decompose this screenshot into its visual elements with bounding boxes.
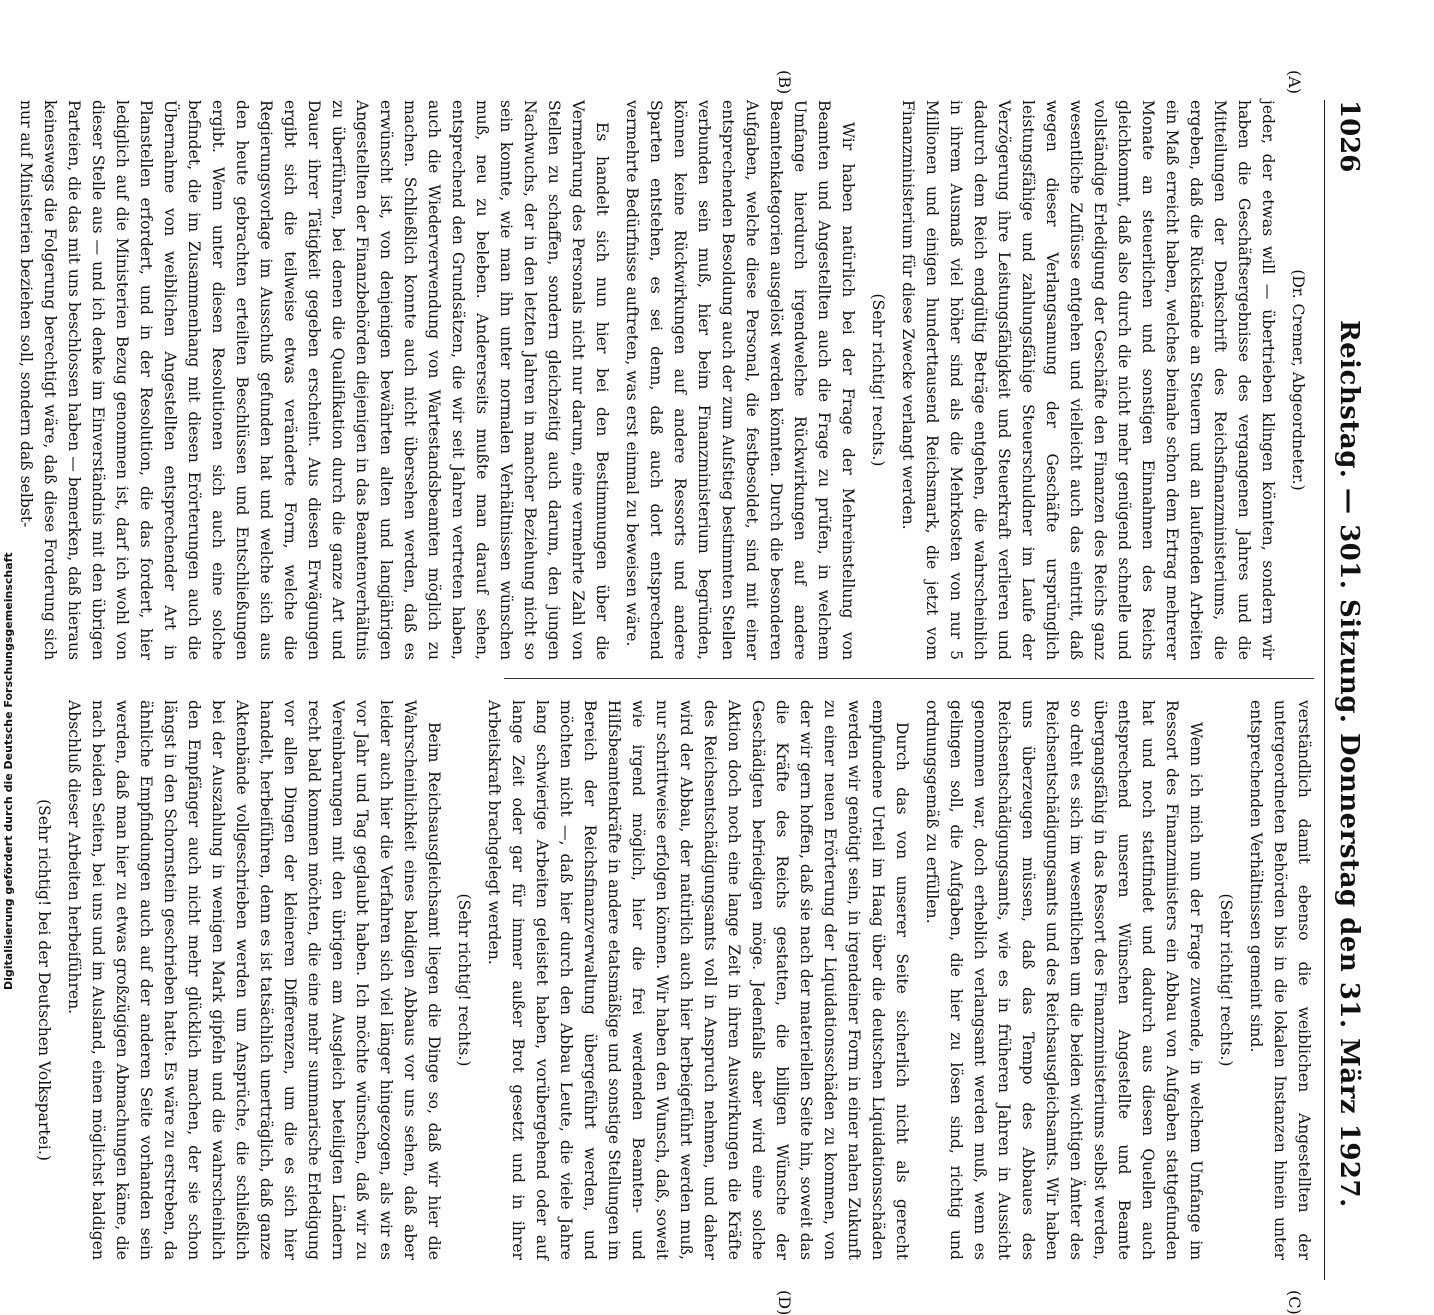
margin-marker-b: (B)	[775, 70, 794, 95]
column-divider	[504, 678, 1314, 679]
header-rule	[1324, 100, 1325, 1280]
applause-note: (Sehr richtig! rechts.)	[1217, 893, 1235, 1067]
digitization-credit: Digitalisierung gefördert durch die Deutsche Forschungsgemeinschaft	[2, 552, 15, 990]
paragraph: Durch das von unserer Seite sicherlich nicht als gerecht empfundene Urteil im Haag über die deutschen Liquidationsschäden werden wir genötigt sein, in irgendeiner Form in einer nahen Zukunft zu einer neuen Erörterung der Liquidationsschäden zu kommen, von der wir gern hoffen, daß sie nach der materiellen Seite hin, soweit das die Kräfte des Reichs gestatten, die billigen Wünsche der Geschädigten befriedigen möge. Jedenfalls aber wird eine solche Aktion doch noch eine lange Zeit in ihren Auswirkungen die Kräfte des Reichsentschädigungsamts voll in Anspruch nehmen, und daher wird der Abbau, der natürlich auch hier herbeigeführt werden muß, nur schrittweise erfolgen können. Wir haben den Wunsch, daß, soweit wie irgend möglich, hier die frei werdenden Beamten- und Hilfsbeamtenkräfte in andere etatsmäßige und sonstige Stellungen im Bereich der Reichsfinanzverwaltung übergeführt werden, und möchten nicht —, daß hier durch den Abbau Leute, die viele Jahre lang schwierige Arbeiten geleistet haben, vorübergehend oder auf lange Zeit oder gar für immer außer Brot gesetzt und in ihrer Arbeitskraft brachgelegt werden.	[485, 700, 911, 1260]
applause-note: (Sehr richtig! rechts.)	[455, 893, 473, 1067]
margin-marker-c: (C)	[1285, 1290, 1304, 1315]
paragraph: Wenn ich mich nun der Frage zuwende, in welchem Umfange im Ressort des Finanzministers ein Abbau von Aufgaben stattgefunden hat und noch stattfindet und dadurch aus diesen Quellen auch entsprechend unseren Wünschen Angestellte und Beamte übergangsfähig in das Ressort des Finanzministeriums selbst werden, so dreht es sich im wesentlichen um die beiden wichtigen Ämter des Reichsentschädigungsamts und des Reichsausgleichsamts. Wir haben uns überzeugen müssen, daß das Tempo des Abbaues des Reichsentschädigungsamts, wie es in früheren Jahren in Aussicht genommen war, doch erheblich verlangsamt werden muß, wenn es gelingen soll, die Aufgaben, die hier zu lösen sind, richtig und ordnungsgemäß zu erfüllen.	[923, 700, 1205, 1260]
right-column	[26, 700, 1316, 1260]
paragraph: Wir haben natürlich bei der Frage der Mehreinstellung von Beamten und Angestellten auch die Frage zu prüfen, in welchem Umfange hierdurch irgendwelche Rückwirkungen auf andere Beamtenkategorien ausgelöst werden könnten. Durch die besonderen Aufgaben, welche diese Personal, die festbesoldet, sind mit einer entsprechenden Besoldung auch der zum Aufstieg bestimmten Stellen verbunden sein muß, hier beim Finanzministerium begründen, können keine Rückwirkungen auf andere Ressorts und andere Sparten entstehen, es sei denn, daß auch dort entsprechend vermehrte Bedürfnisse auftreten, was erst einmal zu beweisen wäre.	[623, 100, 857, 660]
speaker-line: (Dr. Cremer, Abgeordneter.)	[1289, 269, 1307, 491]
paragraph: Beim Reichsausgleichsamt liegen die Dinge so, daß wir hier die Wahrscheinlichkeit eines baldigen Abbaus vor uns sehen, daß aber leider auch hier die Verfahren sich viel länger hingezogen, als wir es vor Jahr und Tag geglaubt haben. Ich möchte wünschen, daß wir zu Vereinbarungen mit den übrigen am Ausgleich beteiligten Ländern recht bald kommen möchten, die eine mehr summarische Erledigung vor allen Dingen der kleineren Differenzen, um die es sich hier handelt, herbeiführen, denn es ist tatsächlich unerträglich, daß ganze Aktenbände vollgeschrieben werden um Ansprüche, die schließlich bei der Auszahlung in wenigen Mark gipfeln und die wahrscheinlich den Empfänger auch nicht mehr glücklich machen, der sie schon längst in den Schornstein geschrieben hatte. Es wäre zu erstreben, da ähnliche Empfindungen auch auf der anderen Seite vorhanden sein werden, daß man hier zu etwas großzügigen Abmachungen käme, die nach beiden Seiten, bei uns und im Ausland, einen möglichst baldigen Abschluß dieser Arbeiten herbeiführen.	[65, 700, 443, 1260]
left-column	[8, 100, 1316, 660]
margin-marker-d: (D)	[775, 1290, 794, 1315]
margin-marker-a: (A)	[1285, 70, 1304, 95]
credit-strip	[0, 0, 20, 1000]
paragraph: verständlich damit ebenso die weiblichen Angestellten der untergeordneten Behörden bis in die lokalen Instanzen hinein unter entsprechenden Verhältnissen gemeint sind.	[1247, 700, 1313, 1260]
page-title: Reichstag. — 301. Sitzung. Donnerstag den 31. März 1927.	[1334, 320, 1364, 1208]
paragraph: jeder, der etwas will — übertrieben klingen könnten, sondern wir haben die Geschäftsergebnisse des vergangenen Jahres und die Mitteilungen der Denkschrift des Reichsfinanzministeriums, die ergeben, daß die Rückstände an Steuern und an laufenden Arbeiten ein Maß erreicht haben, welches beinahe schon dem Ertrag mehrerer Monate an steuerlichen und sonstigen Einnahmen des Reichs gleichkommt, daß also durch die nicht mehr genügend schnelle und vollständige Erledigung der Geschäfte den Finanzen des Reichs ganz wesentliche Zuflüsse entgehen und vielleicht auch das eintritt, daß wegen dieser Verlangsamung der Geschäfte ursprünglich leistungsfähige und zahlungsfähige Steuerschuldner im Laufe der Verzögerung ihre Leistungsfähigkeit und Steuerkraft verlieren und dadurch dem Reich endgültig Beträge entgehen, die wahrscheinlich in ihrem Ausmaß viel höher sind als die Mehrkosten von nur 5 Millionen und einigen hunderttausend Reichsmark, die jetzt vom Finanzministerium für diese Zwecke verlangt werden.	[899, 100, 1277, 660]
applause-note: (Sehr richtig! bei der Deutschen Volkspartei.)	[35, 799, 53, 1161]
applause-note: (Sehr richtig! rechts.)	[869, 293, 887, 467]
paragraph: Es handelt sich nun hier bei den Bestimmungen über die Vermehrung des Personals nicht nur darum, eine vermehrte Zahl von Stellen zu schaffen, sondern gleichzeitig auch darum, den jungen Nachwuchs, der in den letzten Jahren in mancher Beziehung nicht so sein konnte, wie man ihn unter normalen Verhältnissen wünschen muß, neu zu beleben. Andererseits mußte man darauf sehen, entsprechend den Grundsätzen, die wir seit Jahren vertreten haben, auch die Wiederverwendung von Wartestandsbeamten möglich zu machen. Schließlich konnte auch nicht übersehen werden, daß es erwünscht ist, von denjenigen bewährten alten und langjährigen Angestellten der Finanzbehörden diejenigen in das Beamtenverhältnis zu überführen, bei denen die Qualifikation durch die ganze Art und Dauer ihrer Tätigkeit gegeben erscheint. Aus diesen Erwägungen ergibt sich die teilweise etwas veränderte Form, welche die Regierungsvorlage im Ausschuß gefunden hat und welche sich aus den heute gebrachten erteilten Beschlüssen und Entschließungen ergibt. Wenn unter diesen Resolutionen sich auch eine solche befindet, die im Zusammenhang mit diesen Erörterungen auch die Übernahme von weiblichen Angestellten entsprechender Art in Planstellen erfordert, und in der Resolution, die das fordert, hier lediglich auf die Ministerien Bezug genommen ist, darf ich wohl von dieser Stelle aus — und ich denke im Einverständnis mit den übrigen Parteien, die das mit uns beschlossen haben — bemerken, daß hieraus keineswegs die Folgerung berechtigt wäre, daß diese Forderung sich nur auf Ministerien beziehen soll, sondern daß selbst-	[17, 100, 611, 660]
page-header	[1324, 100, 1374, 1280]
page-number: 1026	[1334, 100, 1364, 173]
